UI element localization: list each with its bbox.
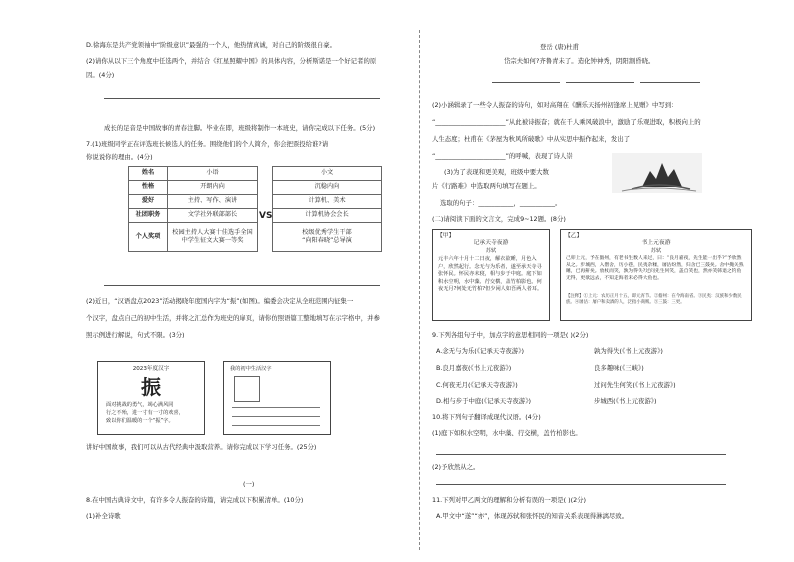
section-heading: (一)	[243, 480, 255, 488]
table-cell: 沉稳内向	[273, 181, 382, 195]
vs-label: VS	[259, 211, 273, 221]
candidate-table-b	[272, 166, 382, 252]
answer-line[interactable]	[436, 484, 726, 485]
question-10: 10.将下列句子翻译成现代汉语。(4分)	[432, 413, 541, 421]
question-10-1: (1)庭下如积水空明，水中藻、荇交横，盖竹柏影也。	[432, 429, 582, 437]
ink-painting-image	[612, 153, 702, 193]
question-text: (2)请你从以下三个角度中任选两个，并结合《红星照耀中国》的具体内容，分析斯诺是一个好记者的原	[86, 57, 377, 65]
task-intro: 成长的足音是中国故事的青春注脚。毕业在即，班级将制作一本班史，请你完成以下任务。(5分)	[104, 124, 376, 132]
table-cell: 开朗内向	[168, 181, 258, 195]
question-8: 8.在中国古典诗文中，有许多令人振奋的诗篇，请完成以下积累清单。(10分)	[86, 496, 304, 504]
answer-line[interactable]	[232, 407, 320, 408]
table-label: 个人奖项	[129, 223, 168, 252]
question-8-2: “______________________”的呼喊，表现了诗人崇	[432, 152, 573, 160]
card-text: 面对挑战的勇气，竭心满风同	[106, 402, 174, 408]
table-cell: 计算机、美术	[273, 195, 382, 209]
candidate-name: 小语	[168, 167, 258, 181]
question-text: 因。(4分)	[86, 71, 115, 79]
table-cell: 校级优秀学生干部	[302, 228, 352, 236]
blank-line[interactable]	[640, 82, 700, 83]
option-d-text: D.徐海东是共产党领袖中“阶级意识”最强的一个人，他热情真诚，对自己的阶级很自豪。	[86, 41, 337, 49]
page-divider	[419, 30, 420, 550]
question-11: 11.下列对甲乙两文的理解和分析有误的一项是( )(2分)	[432, 496, 587, 504]
table-cell: 文学社外联部部长	[168, 209, 258, 223]
candidate-table-a	[128, 166, 258, 252]
question-7-1: 7.(1)班级同学正在评选班长候选人的任务。围绕他们的个人简介，你会把票投给谁?请	[86, 140, 329, 148]
table-label: 爱好	[129, 195, 168, 209]
card-title: 2023年度汉字	[132, 366, 170, 372]
passage-author: 苏轼	[650, 248, 662, 254]
answer-line[interactable]	[436, 454, 726, 455]
option-c-left[interactable]: C.何夜无月(《记承天寺夜游》)	[436, 381, 518, 389]
option-a-left[interactable]: A.念无与为乐(《记承天寺夜游》)	[436, 347, 524, 355]
question-8-3: (3)为了表现和更美观，班级中要大数	[444, 168, 549, 176]
option-c-right: 过问先生何笑(《书上元夜游》)	[594, 381, 676, 389]
poem-title: 登岳 (唐)杜甫	[540, 43, 579, 51]
char-box[interactable]	[234, 376, 260, 402]
passage-notes: 【注释】①上元：农历正月十五，即元宵节。②儋州：在今海南省。③民夷：汉族和少数民族。④屠沽：屠户和卖酒的人，泛指小商贩。⑤三鼓：三更。	[566, 294, 742, 305]
table-header: 姓名	[129, 167, 168, 181]
answer-line[interactable]	[232, 425, 320, 426]
table-label: 社团职务	[129, 209, 168, 223]
question-8-1: (1)补全诗歌	[86, 512, 121, 520]
passage-author: 苏轼	[485, 248, 497, 254]
question-8-2: (2)小涵辑录了一些令人振奋的诗句，如对高翔在《酬乐天扬州初逢席上见赠》中写到：	[432, 101, 678, 109]
card-text: 行之不殆，进一寸有一寸的欢喜，	[106, 409, 184, 416]
year-word-card	[97, 361, 205, 435]
option-d-right: 步城西(《书上元夜游》)	[594, 397, 657, 405]
answer-line[interactable]	[104, 98, 380, 99]
selected-lines: 选取的句子：___________，___________。	[440, 199, 562, 207]
answer-line[interactable]	[104, 285, 380, 286]
question-7-2: 个汉字，盘点自己的初中生活，并将之汇总作为班史的扉页，请你仿照语篇工整地填写在示字格中，并参	[86, 314, 380, 322]
passage-body: 己卯上元，予在儋州，有老书生数人来过，曰：“良月嘉夜，先生能一出乎?”予欣然从之。步城西，入僧舍，历小巷，民夷杂糅，屠沽纷然，归舍已三鼓矣。舍中掩关熟睡，已再鼾矣。放杖而笑，孰为得失?过问先生何笑，盖自笑也，然亦笑韩退之钓鱼无得，更欲远去，不知走海者未必得大鱼也。	[566, 256, 744, 282]
table-cell: “向阳春晓”总导演	[302, 237, 352, 244]
year-word-char: 振	[141, 375, 161, 399]
passage-a-box	[432, 229, 550, 321]
table-cell: 主持、写作、演讲	[168, 195, 258, 209]
question-7-1: 你说说你的理由。(4分)	[86, 153, 153, 161]
question-7-2: 照示例进行解说，句式不限。(3分)	[86, 331, 185, 339]
option-d-left[interactable]: D.相与步于中庭(《记承天寺夜游》)	[436, 397, 532, 405]
candidate-name: 小文	[273, 167, 382, 181]
task-intro: 讲好中国故事，我们可以从古代经典中汲取营养。请你完成以下学习任务。(25分)	[86, 443, 317, 451]
option-b-left[interactable]: B.良月嘉夜(《书上元夜游》)	[436, 364, 512, 372]
question-10-2: (2)予欣然从之。	[432, 463, 480, 471]
my-word-card	[223, 361, 331, 435]
table-cell: 校园主持人大赛十佳选手全国	[172, 228, 253, 236]
card-text: 致以你们温暖的一个“振”字。	[106, 417, 174, 424]
question-9: 9.下列各组句子中，加点字的意思相同的一项是( )(2分)	[432, 331, 589, 339]
poem-line: 岱宗夫如何?齐鲁青未了。造化钟神秀，阴阳割昏晓。	[504, 57, 655, 65]
table-cell: 中学生征文大赛一等奖	[181, 237, 244, 244]
card-title: 我的初中生活汉字	[230, 366, 272, 372]
question-8-2: “______________________”从此被诗振奋；就在千人乘风破浪中，激励了乐观进取，积极向上的	[432, 118, 701, 126]
passage-body: 元丰六年十月十二日夜，解衣欲睡，月色入户，欣然起行。念无与为乐者，遂至承天寺寻张怀民。怀民亦未寝，相与步于中庭。庭下如积水空明，水中藻、荇交横，盖竹柏影也。何夜无月?何处无竹柏?但少闲人如吾两人者耳。	[438, 256, 543, 293]
answer-line[interactable]	[232, 416, 320, 417]
reading-intro: (二)请阅读下面的文言文，完成9~12题。(8分)	[432, 215, 566, 223]
passage-b-box	[560, 229, 752, 321]
passage-label: 【甲】	[437, 233, 455, 239]
question-8-3: 片《行路难》中选取两句填写在题上。	[432, 182, 541, 190]
blank-line[interactable]	[566, 82, 634, 83]
table-cell: 计算机协会会长	[273, 209, 382, 223]
blank-line[interactable]	[492, 82, 560, 83]
passage-title: 记承天寺夜游	[473, 240, 509, 246]
question-8-2: 人生态度；杜甫在《茅屋为秋风所破歌》中从实思中振作起来，发出了	[432, 135, 631, 143]
question-7-2: (2)近日，“汉语盘点2023”活动揭晓年度国内字为“振”(如图)。编委会决定从全班范围内征集一	[86, 297, 354, 305]
option-a-right: 孰为得失(《书上元夜游》)	[594, 347, 663, 355]
option-b-right: 良多趣味(《三峡》)	[594, 364, 644, 372]
option-a[interactable]: A.甲文中“遂”“亦”，体现苏轼和张怀民的知音关系表现得淋漓尽致。	[436, 512, 629, 520]
passage-title: 书上元夜游	[641, 240, 671, 246]
table-label: 性格	[129, 181, 168, 195]
passage-label: 【乙】	[565, 233, 583, 239]
